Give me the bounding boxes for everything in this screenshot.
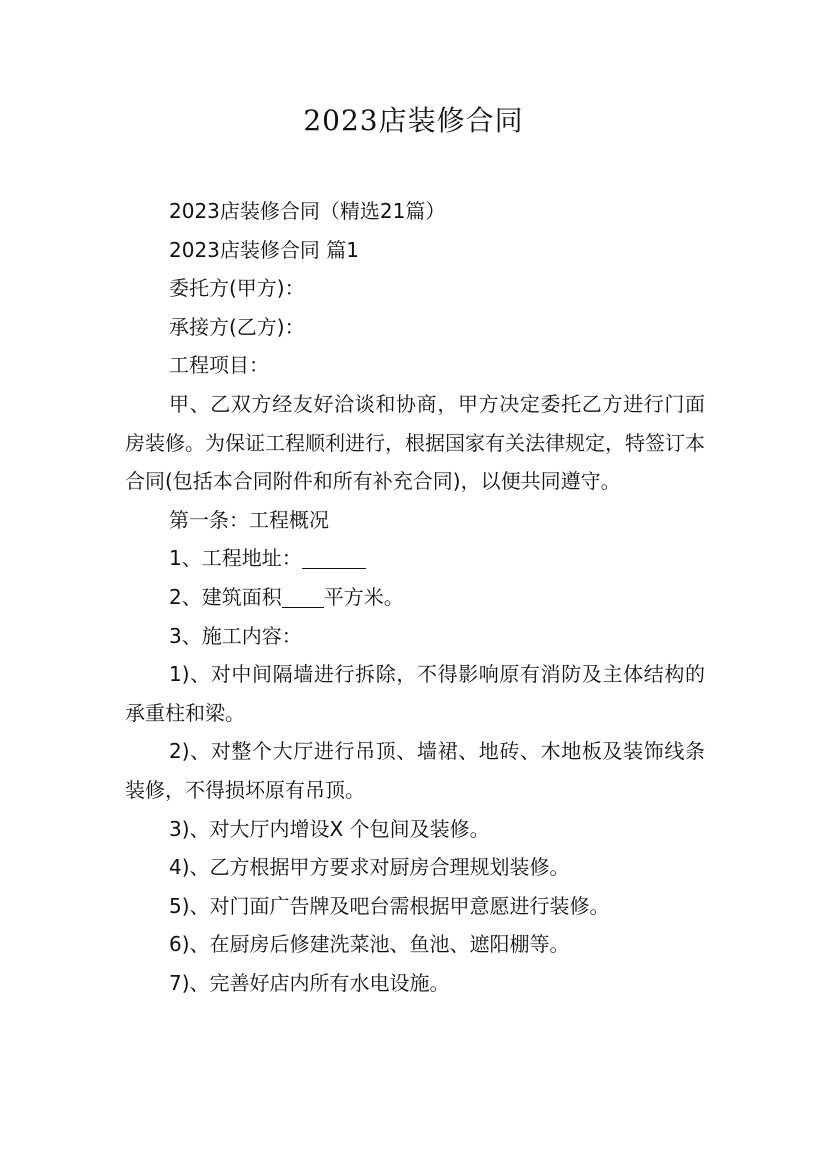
document-title: 2023店装修合同 bbox=[303, 104, 524, 137]
content-heading: 3、施工内容： bbox=[169, 623, 302, 648]
chapter-heading: 2023店装修合同 篇1 bbox=[169, 237, 359, 262]
content-item-1: 1)、对中间隔墙进行拆除，不得影响原有消防及主体结构的承重柱和梁。 bbox=[125, 662, 705, 725]
content-item-6: 6)、在厨房后修建洗菜池、鱼池、遮阳棚等。 bbox=[169, 932, 570, 957]
content-item-5: 5)、对门面广告牌及吧台需根据甲意愿进行装修。 bbox=[169, 893, 610, 918]
address-line bbox=[125, 539, 705, 578]
address-label: 1、工程地址： bbox=[169, 546, 302, 571]
document-body bbox=[125, 192, 705, 1002]
content-item-7: 7)、完善好店内所有水电设施。 bbox=[169, 970, 450, 995]
area-label: 2、建筑面积 bbox=[169, 584, 282, 609]
content-item-4: 4)、乙方根据甲方要求对厨房合理规划装修。 bbox=[169, 855, 570, 880]
area-unit: 平方米。 bbox=[323, 584, 404, 609]
area-line bbox=[125, 578, 705, 617]
content-item-2: 2)、对整个大厅进行吊顶、墙裙、地砖、木地板及装饰线条装修，不得损坏原有吊顶。 bbox=[125, 739, 705, 802]
subtitle-line: 2023店装修合同（精选21篇） bbox=[169, 199, 446, 223]
project-line: 工程项目： bbox=[169, 353, 269, 378]
area-blank-field bbox=[282, 585, 324, 608]
client-line: 委托方(甲方)： bbox=[169, 276, 305, 301]
content-item-3: 3)、对大厅内增设X 个包间及装修。 bbox=[169, 816, 490, 841]
intro-paragraph: 甲、乙双方经友好洽谈和协商，甲方决定委托乙方进行门面房装修。为保证工程顺利进行，根据国家有关法律规定，特签订本合同(包括本合同附件和所有补充合同)，以便共同遵守。 bbox=[125, 391, 705, 494]
article-1-heading: 第一条：工程概况 bbox=[169, 507, 329, 532]
address-blank-field bbox=[302, 546, 366, 569]
contractor-line: 承接方(乙方)： bbox=[169, 314, 305, 339]
